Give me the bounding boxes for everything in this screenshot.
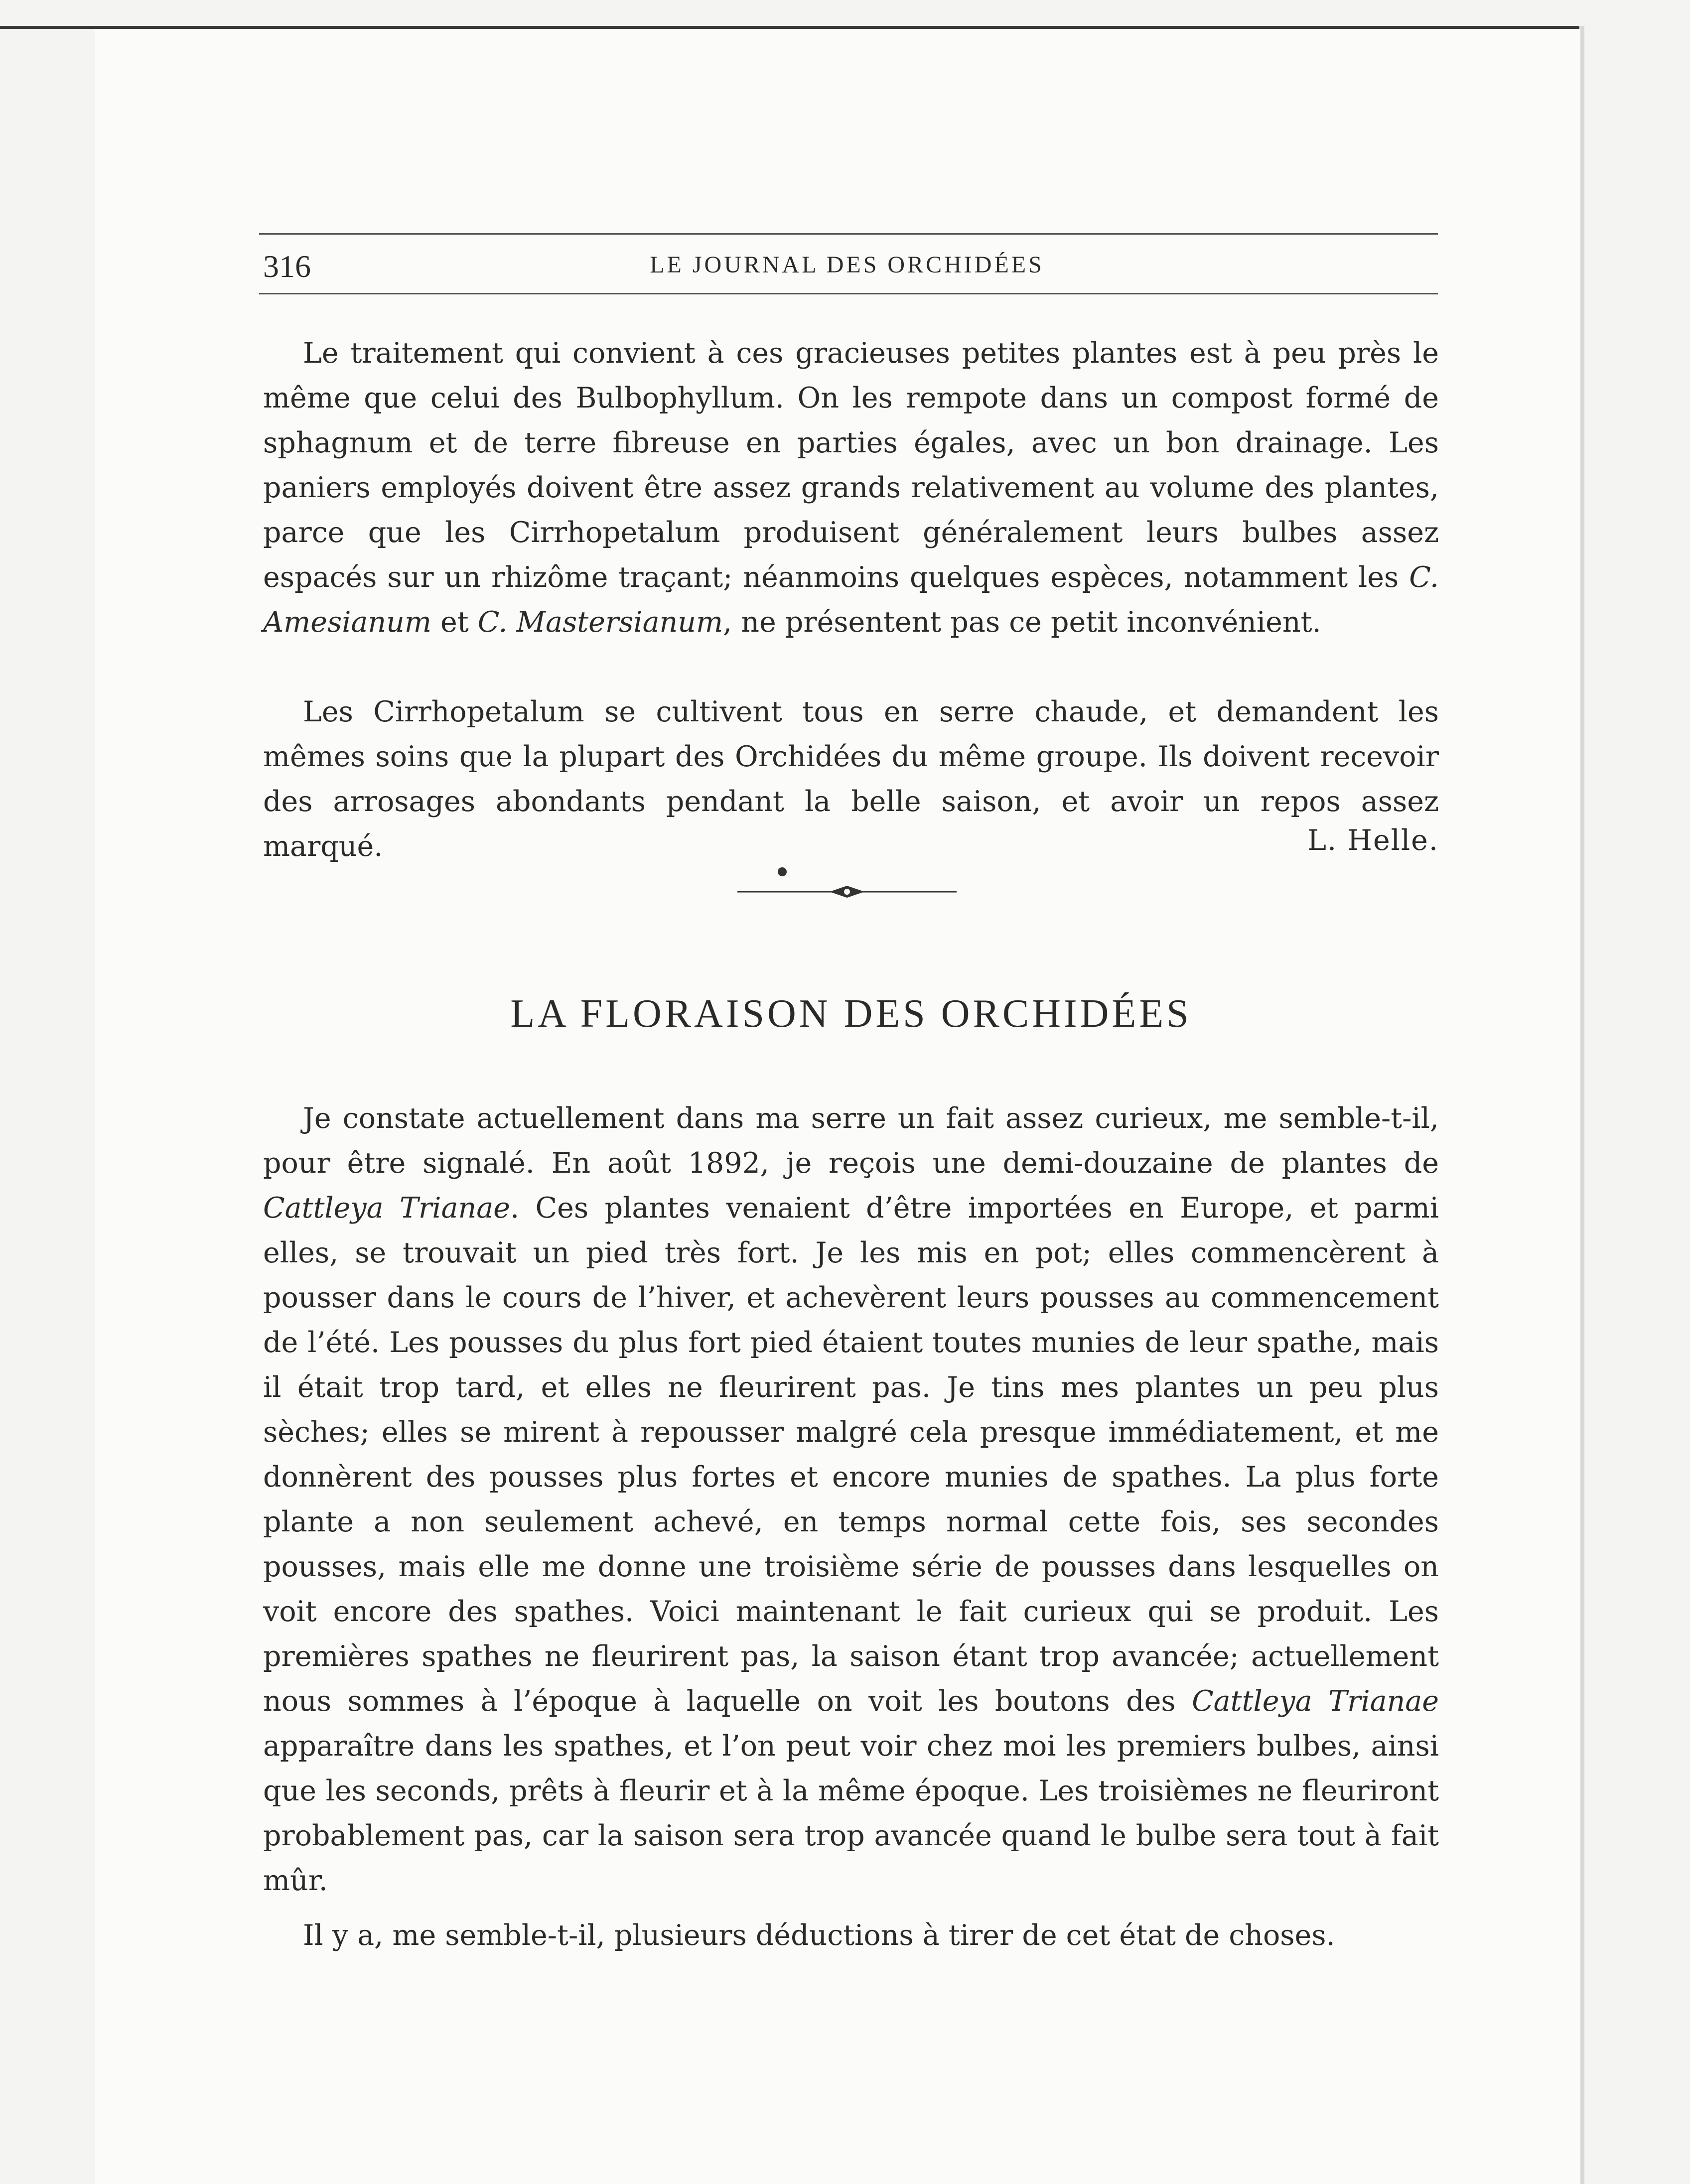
running-title: LE JOURNAL DES ORCHIDÉES <box>650 252 1044 278</box>
author-signature: L. Helle. <box>1307 824 1439 857</box>
article-2-title: LA FLORAISON DES ORCHIDÉES <box>510 992 1192 1036</box>
scan-right-edge <box>1580 26 1584 2184</box>
article-1-paragraph-1 <box>263 331 1439 645</box>
article-1-body <box>263 331 1439 645</box>
section-divider-ornament <box>722 861 972 911</box>
page-number: 316 <box>263 249 311 284</box>
article-2-body <box>263 1096 1439 1903</box>
species-name: C. Amesianum <box>263 561 1439 639</box>
paragraph-text: Le traitement qui convient à ces gracieuses petites plantes est à peu près le même que celui des Bulbophyllum. On les rempote dans un compost formé de sphagnum et de terre fibreuse en parties égales, avec un bon drainage. Les paniers employés doivent être assez grands relativement au volume des plantes, parce que les Cirrhopetalum produisent généralement leurs bulbes assez espacés sur un rhizôme traçant; néanmoins quelques espèces, notamment les <box>263 337 1439 594</box>
species-name: Cattleya Trianae <box>1192 1685 1439 1718</box>
paragraph-text: . Ces plantes venaient d’être importées en Europe, et parmi elles, se trouvait un pied très fort. Je les mis en pot; elles commencèrent à pousser dans le cours de l’hiver, et achevèrent leurs pousses au commencement de l’été. Les pousses du plus fort pied étaient toutes munies de leur spathe, mais il était trop tard, et elles ne fleurirent pas. Je tins mes plantes un peu plus sèches; elles se mirent à repousser malgré cela presque immédiatement, et me donnèrent des pousses plus fortes et encore munies de spathes. La plus forte plante a non seulement achevé, en temps normal cette fois, ses secondes pousses, mais elle me donne une troisième série de pousses dans lesquelles on voit encore des spathes. Voici maintenant le fait curieux qui se produit. Les premières spathes ne fleurirent pas, la saison étant trop avancée; actuellement nous sommes à l’époque à laquelle on voit les boutons des <box>263 1192 1439 1718</box>
species-name: C. Mastersianum <box>477 606 723 639</box>
header-top-rule <box>259 233 1438 235</box>
species-name: Cattleya Trianae <box>263 1192 510 1225</box>
article-2-body-continued <box>263 1913 1439 1958</box>
article-1-paragraph-2: Les Cirrhopetalum se cultivent tous en serre chaude, et demandent les mêmes soins que la plupart des Orchidées du même groupe. Ils doivent recevoir des arrosages abondants pendant la belle saison, et avoir un repos assez marqué. <box>263 695 1439 863</box>
header-bottom-rule <box>259 293 1438 294</box>
article-2-paragraph-1 <box>263 1096 1439 1903</box>
paragraph-text: et <box>431 606 478 639</box>
paragraph-text: apparaître dans les spathes, et l’on peut voir chez moi les premiers bulbes, ainsi que les seconds, prêts à fleurir et à la même époque. Les troisièmes ne fleuriront probablement pas, car la saison sera trop avancée quand le bulbe sera tout à fait mûr. <box>263 1730 1439 1897</box>
paragraph-text: , ne présentent pas ce petit inconvénient. <box>723 606 1321 639</box>
paragraph-text: Je constate actuellement dans ma serre un fait assez curieux, me semble-t-il, pour être signalé. En août 1892, je reçois une demi-douzaine de plantes de <box>263 1102 1439 1180</box>
article-2-paragraph-2: Il y a, me semble-t-il, plusieurs déductions à tirer de cet état de choses. <box>303 1919 1335 1952</box>
